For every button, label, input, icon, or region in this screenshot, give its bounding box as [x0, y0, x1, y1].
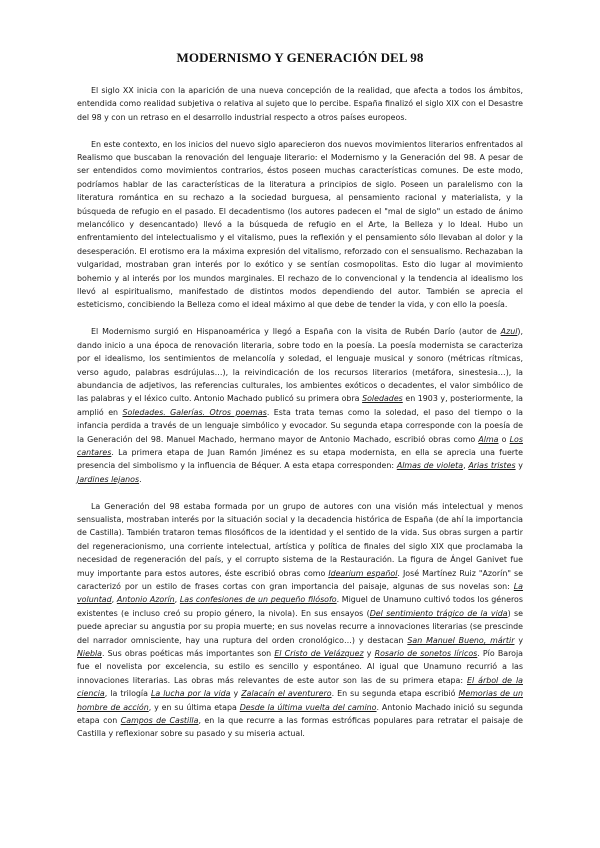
paragraph-text: y	[515, 461, 523, 471]
paragraph-text: ), dando inicio a una época de renovación literaria, sobre todo en la poesía. La poesía modernista se caracteriza por el idealismo, los sentimientos de melancolía y soledad, el lenguaje musical y sonoro (métricas rítmicas, verso agudo, palabras esdrújulas…), la reivindicación de los recursos literarios (metáfora, sinestesia…), la abundancia de adjetivos, las referencias culturales, los ambientes exóticos o decadentes, el valor simbólico de las palabras y el léxico culto. Antonio Machado publicó su primera obra	[77, 327, 523, 404]
document-title: MODERNISMO Y GENERACIÓN DEL 98	[176, 50, 424, 65]
paragraph-4	[77, 500, 523, 741]
work-title-link[interactable]: Del sentimiento trágico de la vida	[369, 608, 508, 618]
paragraph-text: En este contexto, en los inicios del nuevo siglo aparecieron dos nuevos movimientos literarios enfrentados al Realismo que buscaban la renovación del lenguaje literario: el Modernismo y la Generación del 98. A pesar de ser entendidos como movimientos contrarios, éstos poseen muchas características comunes. De este modo, podríamos hablar de las características de la literatura a principios de siglo. Poseen un paralelismo con la literatura romántica en su rechazo a la sociedad burguesa, al pensamiento racional y materialista, y la búsqueda de refugio en el pasado. El decadentismo (los autores padecen el "mal de siglo" un estado de ánimo melancólico y desencantado) llevó a la búsqueda de refugio en el Arte, la Belleza y lo Ideal. Hubo un enfrentamiento del intelectualismo y el vitalismo, pues la reflexión y el pensamiento sólo llevaban al dolor y la desesperación. El erotismo era la máxima expresión del vitalismo, reforzado con el sensualismo. Rechazaban la vulgaridad, mostraban gran interés por lo exótico y se sentían cosmopolitas. Esto dio lugar al movimiento bohemio y al interés por los mundos marginales. El rechazo de lo convencional y la tendencia al idealismo los llevó al espiritualismo, manifestado de distintos modos dependiendo del autor. También se aprecia el esteticismo, concibiendo la Belleza como el ideal máximo al que debe de tender la vida, y con ello la poesía.	[77, 139, 523, 310]
paragraph-text: o	[498, 434, 510, 444]
paragraph-text: El Modernismo surgió en Hispanoamérica y llegó a España con la visita de Rubén Darío (autor de	[91, 327, 501, 337]
paragraph-text: ,	[174, 595, 180, 605]
paragraph-text: y	[363, 649, 375, 659]
work-title-link[interactable]: Soledades. Galerías. Otros poemas	[122, 407, 267, 417]
paragraph-2	[77, 138, 523, 312]
work-title-link[interactable]: Azul	[500, 327, 518, 337]
paragraph-text: y	[514, 635, 523, 645]
paragraph-text: . Miguel de Unamuno cultivó todos los géneros existentes (e incluso creó su propio género, la nivola). En sus ensayos (	[77, 595, 523, 618]
work-title-link[interactable]: El Cristo de Velázquez	[274, 649, 364, 659]
paragraph-text: . Esta trata temas como la soledad, el paso del tiempo o la infancia perdida a través de un lenguaje simbólico y evocador. Su segunda etapa corresponde con la poesía de la Generación del 98. Manuel Machado, hermano mayor de Antonio Machado, escribió obras como	[77, 407, 523, 444]
paragraph-text: . La primera etapa de Juan Ramón Jiménez es su etapa modernista, en ella se aprecia una fuerte presencia del simbolismo y la influencia de Béquer. A esta etapa corresponden:	[77, 447, 523, 471]
work-title-link[interactable]: Memorias de un hombre de acción	[77, 689, 524, 712]
work-title-link[interactable]: Arias tristes	[468, 461, 516, 471]
paragraph-text: . José Martínez Ruiz "Azorín" se caracterizó por un estilo de frases cortas con gran importancia del paisaje, algunas de sus novelas son:	[77, 568, 523, 591]
work-title-link[interactable]: Campos de Castilla	[120, 716, 199, 726]
paragraph-1	[77, 84, 523, 124]
work-title-link[interactable]: Almas de violeta	[396, 461, 464, 471]
paragraph-text: . Sus obras poéticas más importantes son	[102, 649, 275, 659]
paragraph-text: El siglo XX inicia con la aparición de una nueva concepción de la realidad, que afecta a todos los ámbitos, entendida como realidad subjetiva o relativa al sujeto que lo percibe. España finalizó el siglo XIX con el Desastre del 98 y con un retraso en el desarrollo industrial respecto a otros países europeos.	[77, 86, 523, 122]
paragraph-text: en 1903 y, posteriormente, la amplió en	[77, 394, 523, 417]
paragraph-3	[77, 325, 523, 486]
paragraph-text: ) se puede apreciar su angustia por su propia muerte; en sus novelas recurre a innovaciones literarias (se prescinde del narrador omnisciente, hay una ruptura del orden cronológico…) y destacan	[77, 608, 523, 645]
work-title-link[interactable]: Los cantares	[77, 434, 523, 457]
paragraph-text: y	[230, 689, 242, 699]
work-title-link[interactable]: Desde la última vuelta del camino	[239, 702, 377, 712]
work-title-link[interactable]: La voluntad	[77, 581, 523, 605]
paragraph-text: , la trilogía	[104, 689, 151, 699]
document-body	[77, 84, 523, 754]
paragraph-text: . En su segunda etapa escribió	[331, 689, 459, 699]
work-title-link[interactable]: Antonio Azorín	[116, 595, 175, 605]
work-title-link[interactable]: Soledades	[362, 394, 403, 404]
paragraph-text: , en la que recurre a las formas estróficas populares para retratar el paisaje de Castilla y reflexionar sobre su pasado y su miseria actual.	[77, 716, 523, 739]
work-title-link[interactable]: Rosario de sonetos líricos	[374, 649, 478, 659]
work-title-link[interactable]: San Manuel Bueno, mártir	[407, 635, 515, 645]
work-title-link[interactable]: Zalacaín el aventurero	[241, 689, 332, 699]
work-title-link[interactable]: El árbol de la ciencia	[77, 675, 523, 699]
work-title-link[interactable]: La lucha por la vida	[150, 689, 231, 699]
work-title-link[interactable]: Idearium español	[328, 568, 398, 578]
work-title-link[interactable]: Alma	[478, 434, 499, 444]
work-title-link[interactable]: Jardines lejanos	[77, 474, 140, 484]
paragraph-text: . Antonio Machado inició su segunda etapa con	[77, 702, 523, 726]
paragraph-text: , y en su última etapa	[148, 702, 240, 712]
paragraph-text: La Generación del 98 estaba formada por un grupo de autores con una visión más intelectual y menos sensualista, mostraban interés por la situación social y la decadencia histórica de España (de ahí la importancia de Castilla). También trataron temas filosóficos de la identidad y el sentido de la vida. Sus obras surgen a partir del regeneracionismo, una corriente intelectual, artística y política de finales del siglo XIX que proclamaba la necesidad de regeneración del país, y el corrupto sistema de la Restauración. La figura de Ángel Ganivet fue muy importante para estos autores, éste escribió obras como	[77, 501, 523, 578]
work-title-link[interactable]: Niebla	[77, 649, 102, 659]
paragraph-text: ,	[463, 461, 469, 471]
paragraph-text: . Pío Baroja fue el novelista por excelencia, su estilo es sencillo y espontáneo. Al igual que Unamuno recurrió a las innovaciones literarias. Las obras más relevantes de este autor son las de su primera etapa:	[77, 649, 523, 685]
paragraph-text: .	[139, 474, 142, 484]
work-title-link[interactable]: Las confesiones de un pequeño filósofo	[179, 595, 337, 605]
paragraph-text: ,	[111, 595, 117, 605]
